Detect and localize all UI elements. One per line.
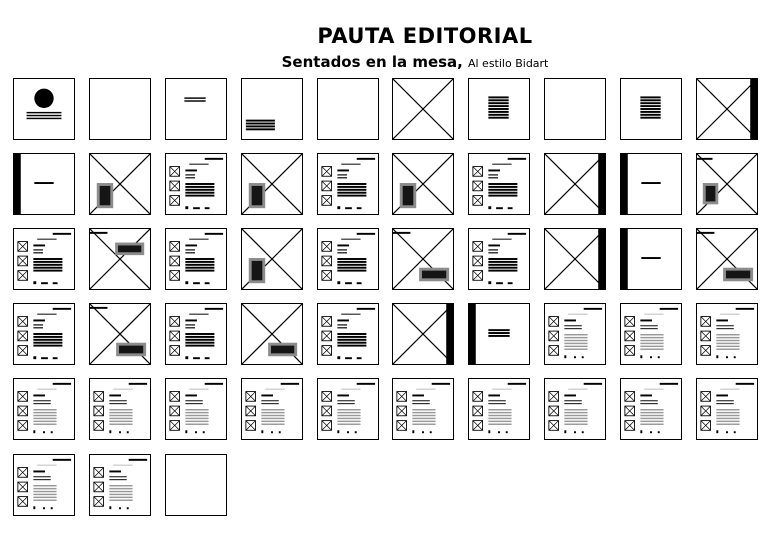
thumbnail-drawing: [393, 79, 453, 139]
page-thumbnail-recipe-light: [468, 378, 530, 440]
thumbnail-drawing: [545, 304, 605, 364]
page-thumbnail-recipe-light: [696, 378, 758, 440]
page-thumbnail-bar-left-title: [620, 153, 682, 215]
page-thumbnail-photo-bar-right: [544, 228, 606, 290]
page-thumbnail-recipe: [13, 303, 75, 365]
subtitle-sub: Al estilo Bidart: [467, 57, 549, 70]
thumbnail-drawing: [393, 379, 453, 439]
thumbnail-drawing: [14, 79, 74, 139]
page-thumbnail-recipe-light: [241, 378, 303, 440]
thumbnail-drawing: [697, 379, 757, 439]
page-thumbnail-recipe-light: [696, 303, 758, 365]
page-thumbnail-photo-bar-right: [392, 303, 454, 365]
thumbnail-drawing: [469, 79, 529, 139]
thumbnail-drawing: [393, 229, 453, 289]
page-thumbnail-recipe: [317, 153, 379, 215]
page-thumbnail-photo-box-bottom-header: [89, 303, 151, 365]
thumbnail-drawing: [242, 229, 302, 289]
page-thumbnail-recipe: [13, 228, 75, 290]
thumbnail-drawing: [621, 304, 681, 364]
page-thumbnail-cover: [13, 78, 75, 140]
page-thumbnail-text-center: [468, 78, 530, 140]
page-thumbnail-recipe-light: [317, 378, 379, 440]
page-thumbnail-photo-bar-right: [696, 78, 758, 140]
thumbnail-drawing: [469, 229, 529, 289]
thumbnail-drawing: [393, 154, 453, 214]
thumbnail-drawing: [242, 79, 302, 139]
page-thumbnail-recipe: [165, 153, 227, 215]
page-thumbnail-photo-box-left: [241, 153, 303, 215]
page-thumbnail-blank: [89, 78, 151, 140]
thumbnail-drawing: [166, 379, 226, 439]
thumbnail-drawing: [469, 379, 529, 439]
thumbnail-drawing: [545, 379, 605, 439]
page-thumbnail-photo-box-left: [241, 228, 303, 290]
page-thumbnail-recipe-light: [392, 378, 454, 440]
page-thumbnail-recipe: [165, 303, 227, 365]
page-thumbnail-photo-box-bottom-header: [392, 228, 454, 290]
page-title: PAUTA EDITORIAL: [317, 24, 533, 48]
thumbnail-drawing: [14, 154, 74, 214]
thumbnail-drawing: [697, 79, 757, 139]
thumbnail-drawing: [166, 79, 226, 139]
thumbnail-drawing: [318, 229, 378, 289]
thumbnail-drawing: [318, 154, 378, 214]
page-thumbnail-recipe-light: [620, 303, 682, 365]
thumbnail-drawing: [166, 154, 226, 214]
page-thumbnail-blank: [165, 454, 227, 516]
thumbnail-drawing: [318, 304, 378, 364]
page-thumbnail-photo-box-bottom-header: [696, 228, 758, 290]
thumbnail-drawing: [621, 229, 681, 289]
page-thumbnail-recipe: [468, 153, 530, 215]
page-thumbnail-photo-box-top-header: [89, 228, 151, 290]
page-thumbnail-photo-box-bottom: [241, 303, 303, 365]
thumbnail-drawing: [90, 229, 150, 289]
page-thumbnail-recipe-light: [544, 303, 606, 365]
thumbnail-drawing: [697, 229, 757, 289]
page-thumbnail-recipe: [317, 228, 379, 290]
page-thumbnail-bar-left-text: [468, 303, 530, 365]
page-thumbnail-photo-box-left-header: [696, 153, 758, 215]
page-thumbnail-blank: [317, 78, 379, 140]
thumbnail-drawing: [469, 304, 529, 364]
thumbnail-drawing: [393, 304, 453, 364]
thumbnail-drawing: [545, 229, 605, 289]
thumbnail-drawing: [697, 154, 757, 214]
thumbnail-drawing: [14, 304, 74, 364]
page-thumbnail-photo-bar-right: [544, 153, 606, 215]
thumbnail-drawing: [545, 79, 605, 139]
thumbnail-drawing: [469, 154, 529, 214]
thumbnail-drawing: [90, 79, 150, 139]
thumbnail-drawing: [242, 379, 302, 439]
thumbnail-drawing: [242, 304, 302, 364]
thumbnail-drawing: [318, 379, 378, 439]
page-thumbnail-photo: [392, 78, 454, 140]
page-thumbnail-recipe-light: [620, 378, 682, 440]
thumbnail-drawing: [166, 229, 226, 289]
thumbnail-drawing: [90, 379, 150, 439]
page-thumbnail-bar-left-title: [13, 153, 75, 215]
thumbnail-drawing: [621, 379, 681, 439]
page-thumbnail-photo-box-left: [89, 153, 151, 215]
thumbnail-drawing: [14, 229, 74, 289]
page-thumbnail-recipe: [317, 303, 379, 365]
thumbnail-drawing: [621, 154, 681, 214]
thumbnail-drawing: [697, 304, 757, 364]
page-thumbnail-recipe: [468, 228, 530, 290]
subtitle-main: Sentados en la mesa,: [281, 53, 463, 71]
page-thumbnail-blank: [544, 78, 606, 140]
thumbnail-drawing: [621, 79, 681, 139]
thumbnail-drawing: [90, 455, 150, 515]
page-thumbnail-recipe-light: [13, 378, 75, 440]
page-thumbnail-recipe-light: [89, 378, 151, 440]
page-thumbnail-recipe-light: [89, 454, 151, 516]
page-thumbnail-bar-left-title: [620, 228, 682, 290]
page-thumbnail-recipe-light: [544, 378, 606, 440]
thumbnail-drawing: [14, 379, 74, 439]
thumbnail-drawing: [166, 455, 226, 515]
page-thumbnail-photo-box-left: [392, 153, 454, 215]
page-thumbnail-recipe-light: [165, 378, 227, 440]
thumbnail-drawing: [90, 304, 150, 364]
thumbnail-drawing: [242, 154, 302, 214]
page-thumbnail-text-bottom-left: [241, 78, 303, 140]
page-thumbnail-recipe-light: [13, 454, 75, 516]
page-thumbnail-recipe: [165, 228, 227, 290]
thumbnail-drawing: [318, 79, 378, 139]
thumbnail-drawing: [545, 154, 605, 214]
thumbnail-drawing: [14, 455, 74, 515]
page-thumbnail-title-center-top: [165, 78, 227, 140]
thumbnail-drawing: [166, 304, 226, 364]
page-thumbnail-text-center: [620, 78, 682, 140]
thumbnail-drawing: [90, 154, 150, 214]
